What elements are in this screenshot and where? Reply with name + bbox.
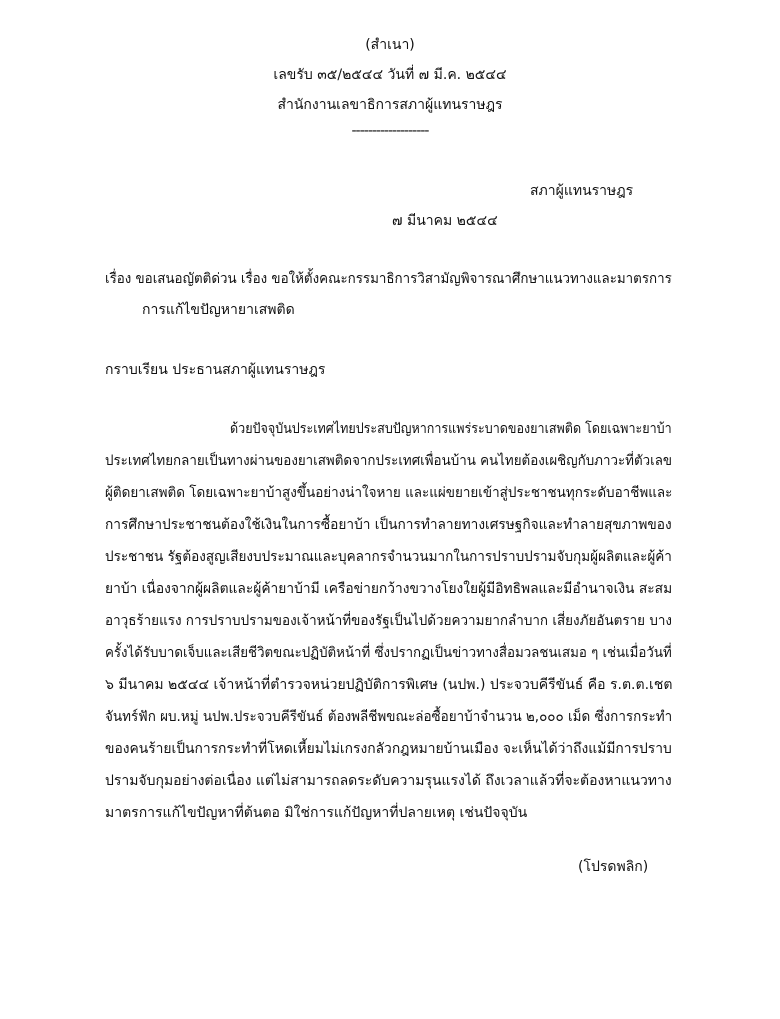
copy-label: (สำเนา) — [365, 37, 415, 53]
body-line: ประเทศไทยกลายเป็นทางผ่านของยาเสพติดจากประเทศเพื่อนบ้าน คนไทยต้องเผชิญกับภาวะที่ตัวเลข — [105, 453, 673, 469]
body-line: ครั้งได้รับบาดเจ็บและเสียชีวิตขณะปฏิบัติหน้าที่ ซึ่งปรากฏเป็นข่าวทางสื่อมวลชนเสมอ ๆ เช่นเมื่อวันที่ — [105, 645, 672, 661]
salutation: กราบเรียน ประธานสภาผู้แทนราษฎร — [105, 362, 326, 378]
body-line: อาวุธร้ายแรง การปราบปรามของเจ้าหน้าที่ของรัฐเป็นไปด้วยความยากลำบาก เสี่ยงภัยอันตราย บาง — [105, 613, 672, 629]
body-line: ปรามจับกุมอย่างต่อเนื่อง แต่ไม่สามารถลดระดับความรุนแรงได้ ถึงเวลาแล้วที่จะต้องหาแนวทาง — [105, 773, 672, 789]
body-line: ยาบ้า เนื่องจากผู้ผลิตและผู้ค้ายาบ้ามี เครือข่ายกว้างขวางโยงใยผู้มีอิทธิพลและมีอำนาจเงิน สะสม — [105, 581, 673, 597]
body-line: จันทร์ฟัก ผบ.หมู่ นปพ.ประจวบคีรีขันธ์ ต้องพลีชีพขณะล่อซื้อยาบ้าจำนวน ๒,๐๐๐ เม็ด ซึ่งการกระทำ — [105, 709, 673, 725]
subject-line-1: เรื่อง ขอเสนอญัตติด่วน เรื่อง ขอให้ตั้งคณะกรรมาธิการวิสามัญพิจารณาศึกษาแนวทางและมาตรการ — [105, 271, 672, 287]
receipt-line: เลขรับ ๓๕/๒๕๔๔ วันที่ ๗ มี.ค. ๒๕๔๔ — [273, 67, 507, 83]
body-line: ของคนร้ายเป็นการกระทำที่โหดเหี้ยมไม่เกรงกลัวกฎหมายบ้านเมือง จะเห็นได้ว่าถึงแม้มีการปราบ — [105, 741, 672, 757]
body-line: ประชาชน รัฐต้องสูญเสียงบประมาณและบุคลากรจำนวนมากในการปราบปรามจับกุมผู้ผลิตและผู้ค้า — [105, 549, 672, 565]
body-line: ผู้ติดยาเสพติด โดยเฉพาะยาบ้าสูงขึ้นอย่างน่าใจหาย และแผ่ขยายเข้าสู่ประชาชนทุกระดับอาชีพและ — [105, 485, 673, 501]
subject-line-2: การแก้ไขปัญหายาเสพติด — [142, 302, 295, 318]
body-line: ๖ มีนาคม ๒๕๔๔ เจ้าหน้าที่ตำรวจหน่วยปฏิบัติการพิเศษ (นปพ.) ประจวบคีรีขันธ์ คือ ร.ต.ต.เชต — [105, 677, 673, 693]
body-line: การศึกษาประชาชนต้องใช้เงินในการซื้อยาบ้า เป็นการทำลายทางเศรษฐกิจและทำลายสุขภาพของ — [105, 517, 672, 533]
office-name: สำนักงานเลขาธิการสภาผู้แทนราษฎร — [277, 97, 503, 113]
body-line: มาตรการแก้ไขปัญหาที่ต้นตอ มิใช่การแก้ปัญหาที่ปลายเหตุ เช่นปัจจุบัน — [105, 805, 528, 821]
turn-over-note: (โปรดพลิก) — [578, 859, 649, 875]
body-line: ด้วยปัจจุบันประเทศไทยประสบปัญหาการแพร่ระบาดของยาเสพติด โดยเฉพาะยาบ้า — [230, 421, 672, 437]
addressee-org: สภาผู้แทนราษฎร — [530, 183, 634, 199]
header-divider: ------------------- — [351, 123, 429, 139]
letter-date: ๗ มีนาคม ๒๕๔๔ — [392, 213, 498, 229]
